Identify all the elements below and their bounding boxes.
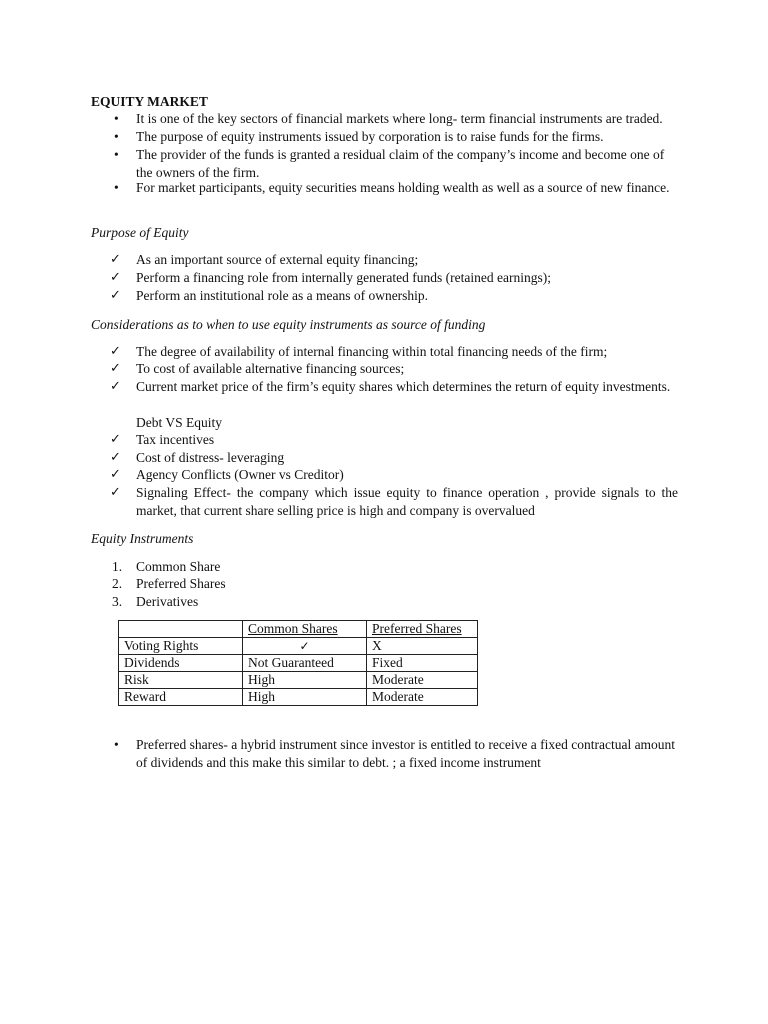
section-heading-instruments: Equity Instruments [91,531,194,546]
table-cell: Moderate [367,689,478,706]
list-item: Tax incentives [136,432,215,447]
list-item: Perform a financing role from internally generated funds (retained earnings); [136,270,551,285]
list-item: For market participants, equity securities means holding wealth as well as a source of new finance. [136,180,670,195]
section-heading-purpose: Purpose of Equity [91,225,189,240]
list-item: Current market price of the firm’s equity shares which determines the return of equity investments. [136,379,671,394]
table-cell: High [243,689,367,706]
list-number: 1. [112,559,123,574]
table-header-cell: Preferred Shares [367,621,478,638]
check-icon: ✓ [110,379,121,394]
debt-vs-equity-heading: Debt VS Equity [136,415,223,430]
check-icon: ✓ [243,638,367,655]
list-item: Agency Conflicts (Owner vs Creditor) [136,467,344,482]
comparison-table [118,620,478,706]
table-header-row [119,621,478,638]
bullet-icon: • [114,111,119,126]
table-row [119,638,478,655]
list-item: Cost of distress- leveraging [136,450,285,465]
list-item: The purpose of equity instruments issued by corporation is to raise funds for the firms. [136,129,604,144]
check-icon: ✓ [110,270,121,285]
table-cell: Voting Rights [119,638,243,655]
check-icon: ✓ [110,288,121,303]
bullet-icon: • [114,129,119,144]
check-icon: ✓ [110,344,121,359]
bullet-icon: • [114,147,119,162]
table-cell: High [243,672,367,689]
table-row [119,672,478,689]
list-item: Common Share [136,559,221,574]
table-cell: X [367,638,478,655]
table-cell: Risk [119,672,243,689]
document-title: EQUITY MARKET [91,94,208,109]
list-item: To cost of available alternative financing sources; [136,361,405,376]
check-icon: ✓ [110,252,121,267]
list-item: The degree of availability of internal financing within total financing needs of the firm; [136,344,608,359]
bullet-icon: • [114,737,119,752]
check-icon: ✓ [110,361,121,376]
table-row [119,689,478,706]
bullet-icon: • [114,180,119,195]
check-icon: ✓ [110,467,121,482]
list-item: Signaling Effect- the company which issue equity to finance operation , provide signals to the market, that current share selling price is high and company is overvalued [136,485,678,518]
list-item: The provider of the funds is granted a residual claim of the company’s income and become one of the owners of the firm. [136,147,665,180]
list-item: Perform an institutional role as a means of ownership. [136,288,429,303]
check-icon: ✓ [110,485,121,500]
list-item: Derivatives [136,594,199,609]
list-number: 2. [112,576,123,591]
table-header-cell: Common Shares [243,621,367,638]
list-item: As an important source of external equity financing; [136,252,419,267]
table-row [119,655,478,672]
table-cell: Reward [119,689,243,706]
check-icon: ✓ [110,450,121,465]
table-cell: Fixed [367,655,478,672]
section-heading-considerations: Considerations as to when to use equity instruments as source of funding [91,317,486,332]
list-item: Preferred shares- a hybrid instrument since investor is entitled to receive a fixed contractual amount of dividends and this make this similar to debt. ; a fixed income instrument [136,737,676,770]
list-item: Preferred Shares [136,576,226,591]
table-cell: Dividends [119,655,243,672]
list-number: 3. [112,594,123,609]
table-cell: Not Guaranteed [243,655,367,672]
check-icon: ✓ [110,432,121,447]
list-item: It is one of the key sectors of financial markets where long- term financial instruments are traded. [136,111,663,126]
table-cell: Moderate [367,672,478,689]
table-cell [119,621,243,638]
